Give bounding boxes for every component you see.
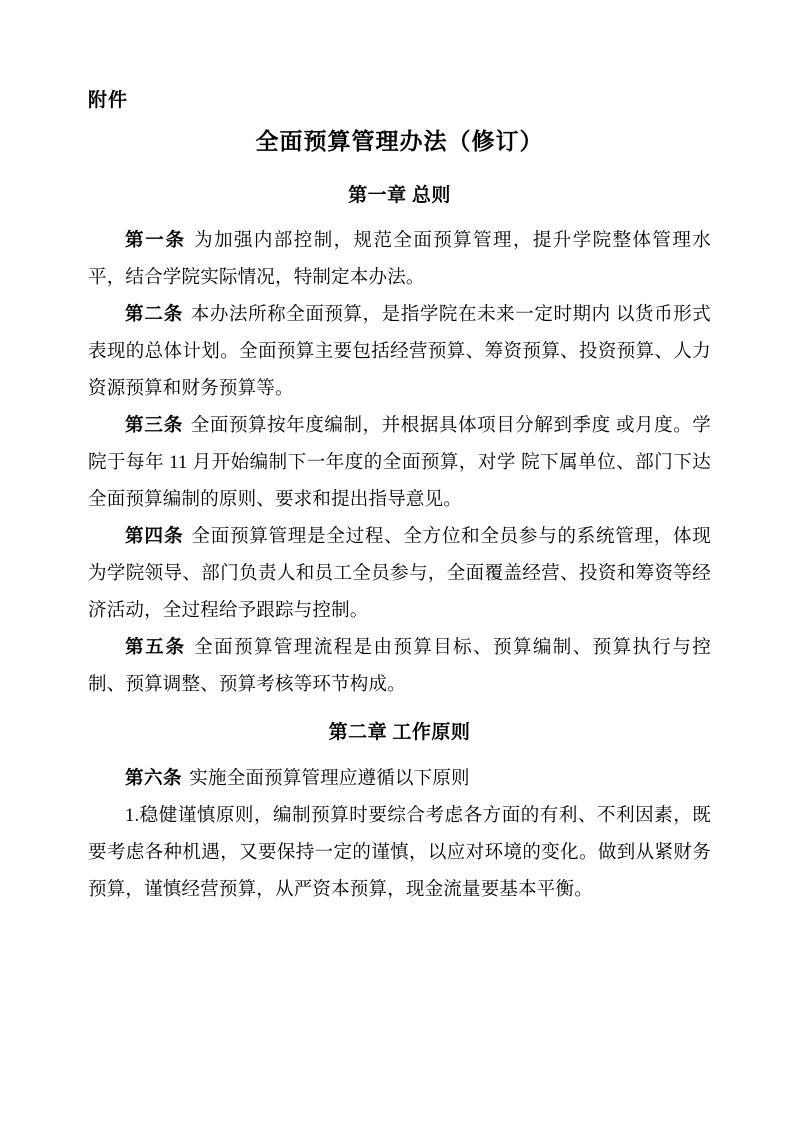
article-text: 全面预算按年度编制，并根据具体项目分解到季度 或月度。学院于每年 11 月开始编制下一年度的全面预算，对学 院下属单位、部门下达全面预算编制的原则、要求和提出指导意见。 [88,416,711,511]
article-text: 实施全面预算管理应遵循以下原则 [189,768,470,789]
article-label: 第五条 [125,638,186,659]
page-title: 全面预算管理办法（修订） [255,128,544,154]
article-label: 第六条 [125,768,183,789]
chapter-heading-1: 第一章 总则 [348,185,451,207]
article-text: 本办法所称全面预算，是指学院在未来一定时期内 以货币形式表现的总体计划。全面预算主要包括经营预算、筹资预算、投资预算、人力资源预算和财务预算等。 [88,305,711,400]
attachment-label: 附件 [88,90,129,111]
article-label: 第二条 [125,305,184,326]
article-paragraph [88,519,711,630]
article-paragraph [88,297,711,408]
article-label: 第四条 [125,527,184,548]
article-label: 第三条 [125,416,184,437]
article-label: 第一条 [125,231,186,252]
chapter-heading-2: 第二章 工作原则 [328,722,471,744]
article-paragraph [88,630,711,704]
article-paragraph [88,408,711,519]
article-text: 为加强内部控制，规范全面预算管理，提升学院整体管理水平，结合学院实际情况，特制定本办法。 [88,231,711,289]
article-paragraph [88,761,711,798]
article-paragraph [88,223,711,297]
article-text: 全面预算管理是全过程、全方位和全员参与的系统管理，体现为学院领导、部门负责人和员工全员参与，全面覆盖经营、投资和筹资等经济活动，全过程给予跟踪与控制。 [88,527,711,622]
article-text: 全面预算管理流程是由预算目标、预算编制、预算执行与控制、预算调整、预算考核等环节构成。 [88,638,711,696]
list-item: 1.稳健谨慎原则，编制预算时要综合考虑各方面的有利、不利因素，既要考虑各种机遇，又要保持一定的谨慎，以应对环境的变化。做到从紧财务预算，谨慎经营预算，从严资本预算，现金流量要基本平衡。 [88,805,711,900]
